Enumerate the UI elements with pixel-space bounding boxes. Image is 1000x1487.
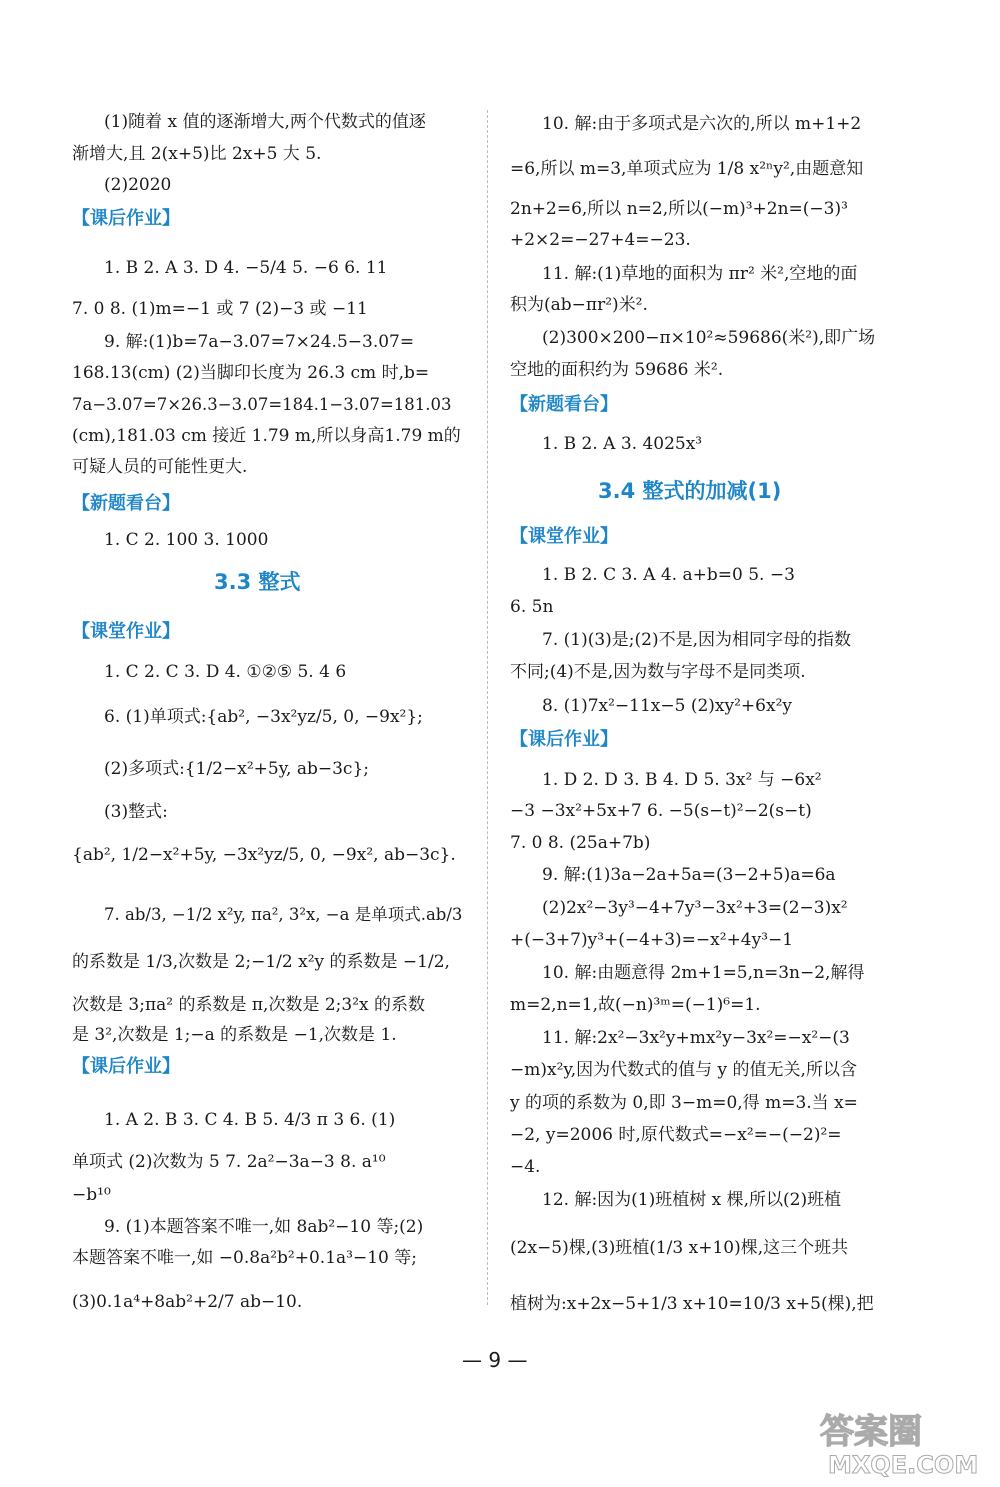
- left-text-line: 168.13(cm) (2)当脚印长度为 26.3 cm 时,b=: [72, 363, 430, 383]
- right-text-line: =6,所以 m=3,单项式应为 1/8 x²ⁿy²,由题意知: [510, 159, 864, 179]
- left-text-line: 本题答案不唯一,如 −0.8a²b²+0.1a³−10 等;: [72, 1248, 417, 1268]
- left-text-line: (2)多项式:{1/2−x²+5y, ab−3c};: [104, 759, 369, 779]
- right-text-line: 11. 解:(1)草地的面积为 πr² 米²,空地的面: [542, 264, 858, 284]
- right-text-line: 10. 解:由题意得 2m+1=5,n=3n−2,解得: [542, 963, 865, 983]
- left-text-line: (2)2020: [104, 175, 172, 195]
- right-text-line: 7. (1)(3)是;(2)不是,因为相同字母的指数: [542, 630, 851, 650]
- watermark-logo: [810, 1405, 985, 1480]
- left-section-tag: 【课后作业】: [72, 1056, 180, 1077]
- column-divider: [487, 110, 488, 1305]
- right-section-tag: 【新题看台】: [510, 394, 618, 415]
- left-section-tag: 【课堂作业】: [72, 621, 180, 642]
- right-text-line: 1. B 2. A 3. 4025x³: [542, 434, 703, 454]
- left-text-line: 可疑人员的可能性更大.: [72, 457, 248, 477]
- right-text-line: −2, y=2006 时,原代数式=−x²=−(−2)²=: [510, 1125, 842, 1145]
- left-text-line: −b¹⁰: [72, 1185, 111, 1205]
- svg-text:答案圈: 答案圈: [820, 1412, 922, 1452]
- right-text-line: 植树为:x+2x−5+1/3 x+10=10/3 x+5(棵),把: [510, 1294, 874, 1314]
- left-section-tag: 【新题看台】: [72, 493, 180, 514]
- left-text-line: (3)整式:: [104, 802, 168, 822]
- right-text-line: y 的项的系数为 0,即 3−m=0,得 m=3.当 x=: [510, 1093, 858, 1113]
- left-text-line: (3)0.1a⁴+8ab²+2/7 ab−10.: [72, 1292, 303, 1312]
- right-text-line: 12. 解:因为(1)班植树 x 棵,所以(2)班植: [542, 1190, 842, 1210]
- right-text-line: −3 −3x²+5x+7 6. −5(s−t)²−2(s−t): [510, 801, 812, 821]
- left-text-line: 的系数是 1/3,次数是 2;−1/2 x²y 的系数是 −1/2,: [72, 952, 450, 972]
- left-text-line: 7. 0 8. (1)m=−1 或 7 (2)−3 或 −11: [72, 299, 368, 319]
- left-text-line: 9. 解:(1)b=7a−3.07=7×24.5−3.07=: [104, 332, 415, 352]
- right-text-line: −4.: [510, 1157, 541, 1177]
- left-text-line: 单项式 (2)次数为 5 7. 2a²−3a−3 8. a¹⁰: [72, 1152, 386, 1172]
- right-text-line: (2x−5)棵,(3)班植(1/3 x+10)棵,这三个班共: [510, 1238, 849, 1258]
- right-text-line: 积为(ab−πr²)米².: [510, 295, 648, 315]
- left-section-tag: 【课后作业】: [72, 208, 180, 229]
- left-text-line: (1)随着 x 值的逐渐增大,两个代数式的值逐: [104, 112, 426, 132]
- left-section-heading: 3.3 整式: [214, 570, 301, 594]
- left-text-line: 1. C 2. C 3. D 4. ①②⑤ 5. 4 6: [104, 662, 347, 682]
- left-text-line: (cm),181.03 cm 接近 1.79 m,所以身高1.79 m的: [72, 426, 461, 446]
- right-text-line: 2n+2=6,所以 n=2,所以(−m)³+2n=(−3)³: [510, 199, 848, 219]
- left-text-line: 7a−3.07=7×26.3−3.07=184.1−3.07=181.03: [72, 395, 452, 414]
- right-section-heading: 3.4 整式的加减(1): [598, 479, 782, 503]
- svg-text:MXQE.COM: MXQE.COM: [828, 1451, 979, 1479]
- right-text-line: m=2,n=1,故(−n)³ᵐ=(−1)⁶=1.: [510, 995, 761, 1015]
- right-text-line: 空地的面积约为 59686 米².: [510, 360, 724, 380]
- right-text-line: +(−3+7)y³+(−4+3)=−x²+4y³−1: [510, 930, 794, 950]
- left-text-line: 6. (1)单项式:{ab², −3x²yz/5, 0, −9x²};: [104, 707, 423, 727]
- right-text-line: 10. 解:由于多项式是六次的,所以 m+1+2: [542, 114, 862, 134]
- left-text-line: 次数是 3;πa² 的系数是 π,次数是 2;3²x 的系数: [72, 995, 426, 1015]
- left-text-line: 1. C 2. 100 3. 1000: [104, 530, 269, 550]
- right-text-line: 11. 解:2x²−3x²y+mx²y−3x²=−x²−(3: [542, 1028, 850, 1048]
- right-text-line: 9. 解:(1)3a−2a+5a=(3−2+5)a=6a: [542, 865, 836, 885]
- right-section-tag: 【课堂作业】: [510, 526, 618, 547]
- right-section-tag: 【课后作业】: [510, 729, 618, 750]
- right-text-line: (2)300×200−π×10²≈59686(米²),即广场: [542, 328, 876, 348]
- right-text-line: 1. B 2. C 3. A 4. a+b=0 5. −3: [542, 565, 795, 585]
- page-number: — 9 —: [462, 1348, 528, 1372]
- right-text-line: −m)x²y,因为代数式的值与 y 的值无关,所以含: [510, 1060, 857, 1080]
- right-text-line: 7. 0 8. (25a+7b): [510, 833, 651, 853]
- left-text-line: 1. A 2. B 3. C 4. B 5. 4/3 π 3 6. (1): [104, 1110, 396, 1130]
- right-text-line: 不同;(4)不是,因为数与字母不是同类项.: [510, 662, 806, 682]
- left-text-line: 是 3²,次数是 1;−a 的系数是 −1,次数是 1.: [72, 1025, 397, 1045]
- right-text-line: +2×2=−27+4=−23.: [510, 230, 691, 250]
- right-text-line: 8. (1)7x²−11x−5 (2)xy²+6x²y: [542, 696, 793, 716]
- right-text-line: 1. D 2. D 3. B 4. D 5. 3x² 与 −6x²: [542, 770, 822, 790]
- left-text-line: {ab², 1/2−x²+5y, −3x²yz/5, 0, −9x², ab−3c}.: [72, 845, 456, 865]
- right-text-line: 6. 5n: [510, 597, 554, 617]
- left-text-line: 1. B 2. A 3. D 4. −5/4 5. −6 6. 11: [104, 258, 388, 278]
- left-text-line: 9. (1)本题答案不唯一,如 8ab²−10 等;(2): [104, 1217, 424, 1237]
- left-text-line: 渐增大,且 2(x+5)比 2x+5 大 5.: [72, 144, 322, 164]
- right-text-line: (2)2x²−3y³−4+7y³−3x²+3=(2−3)x²: [542, 898, 848, 918]
- left-text-line: 7. ab/3, −1/2 x²y, πa², 3²x, −a 是单项式.ab/3: [104, 905, 463, 924]
